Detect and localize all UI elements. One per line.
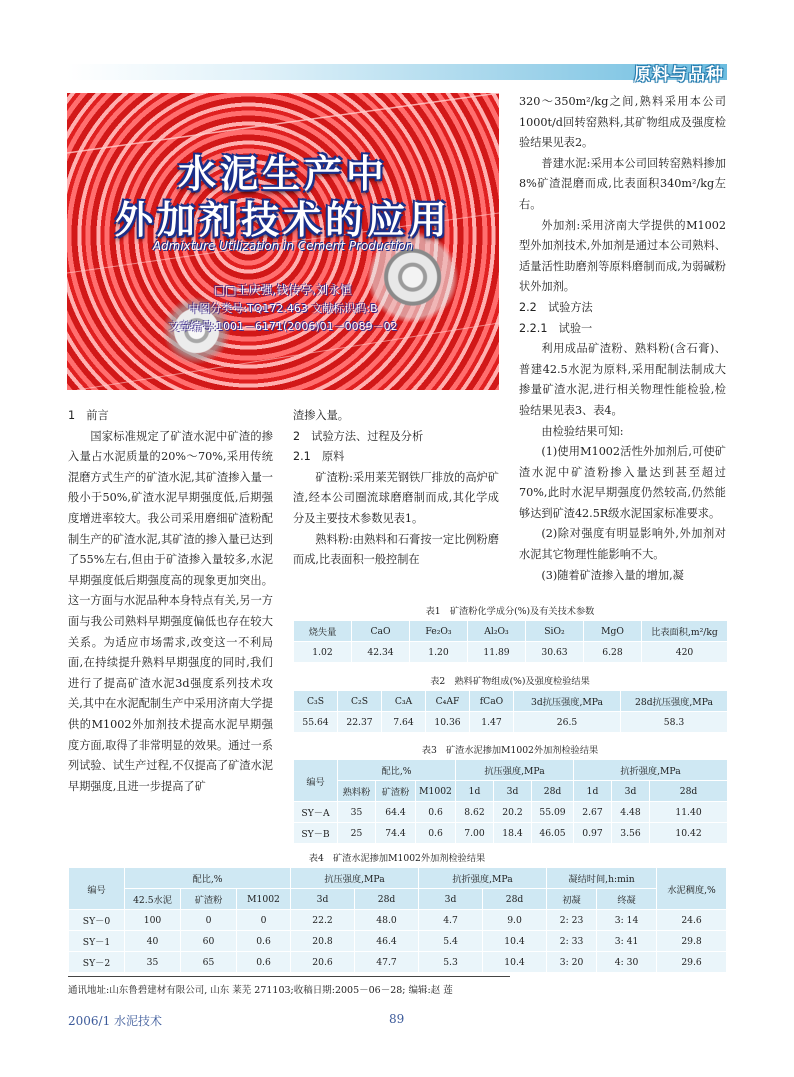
table-row — [69, 931, 727, 952]
table-cell: 1.20 — [410, 642, 468, 663]
table-header-cell: C₃S — [294, 691, 338, 712]
table-header-cell: Fe₂O₃ — [410, 621, 468, 642]
table-cell: 42.34 — [352, 642, 410, 663]
article-banner — [67, 93, 499, 390]
table-header-cell: 28d — [355, 889, 419, 910]
table-header-cell: MgO — [584, 621, 642, 642]
journal-footer: 2006/1 水泥技术 — [68, 1014, 163, 1028]
table-cell: 2: 33 — [547, 931, 597, 952]
header-bar — [67, 64, 727, 80]
article-title-line-1: 水泥生产中 — [177, 152, 388, 196]
table-header-cell: fCaO — [470, 691, 514, 712]
table-header-cell: 编号 — [69, 868, 125, 910]
paragraph-continuation-right: 320～350m²/kg之间,熟料采用本公司1000t/d回转窑熟料,其矿物组成及强度检验结果见表2。 — [519, 95, 726, 150]
table-header-cell: Al₂O₃ — [468, 621, 526, 642]
table-cell: SY－1 — [69, 931, 125, 952]
table-header-cell: 28d — [650, 781, 728, 802]
table-cell: 29.6 — [657, 952, 727, 973]
table-header-cell: 水泥稠度,% — [657, 868, 727, 910]
table-cell: 420 — [642, 642, 728, 663]
test-one-paragraph: 利用成品矿渣粉、熟料粉(含石膏)、普建42.5水泥为原料,采用配制法制成大掺量矿渣水泥,进行相关物理性能检验,检验结果见表3、表4。 — [519, 342, 726, 417]
table-header-row — [294, 760, 728, 781]
table-header-cell: C₄AF — [426, 691, 470, 712]
table-header-cell: C₂S — [338, 691, 382, 712]
article-number: 文章编号:1001－6171(2006)01－0089－02 — [168, 320, 398, 333]
table-header-cell: 终凝 — [597, 889, 657, 910]
table-cell: 48.0 — [355, 910, 419, 931]
table-header-cell: SiO₂ — [526, 621, 584, 642]
table-cell: 2.67 — [574, 802, 612, 823]
subsection-heading-test-method: 2.2 试验方法 — [519, 300, 593, 314]
table-cell: 40 — [125, 931, 181, 952]
table-header-cell: 比表面积,m²/kg — [642, 621, 728, 642]
table-cell: 47.7 — [355, 952, 419, 973]
table-cell: 20.2 — [494, 802, 532, 823]
table-cell: SY－B — [294, 823, 338, 844]
table-header-cell: 配比,% — [125, 868, 291, 889]
table-cell: 0.6 — [416, 802, 456, 823]
table-cell: 64.4 — [376, 802, 416, 823]
subsection-heading-test-one: 2.2.1 试验一 — [519, 321, 593, 335]
table-header-cell: 矿渣粉 — [376, 781, 416, 802]
table-cell: 10.4 — [483, 952, 547, 973]
table-cell: 1.47 — [470, 712, 514, 733]
section-heading-methods: 2 试验方法、过程及分析 — [293, 429, 424, 443]
table-cell: 25 — [338, 823, 376, 844]
table4-caption: 表4 矿渣水泥掺加M1002外加剂检验结果 — [308, 853, 486, 864]
table-cell: SY－A — [294, 802, 338, 823]
table-cell: 65 — [181, 952, 237, 973]
table-subheader-row — [294, 781, 728, 802]
table-cell: 4: 30 — [597, 952, 657, 973]
table-cell: 10.4 — [483, 931, 547, 952]
table-cell: 55.09 — [532, 802, 574, 823]
right-column — [519, 92, 726, 586]
results-intro: 由检验结果可知: — [541, 424, 624, 438]
middle-column — [293, 406, 499, 571]
table-row — [294, 712, 728, 733]
cement-paragraph: 普建水泥:采用本公司回转窑熟料掺加8%矿渣混磨而成,比表面积340m²/kg左右。 — [519, 156, 726, 211]
table-cell: 0.6 — [237, 952, 291, 973]
table-header-cell: 1d — [574, 781, 612, 802]
table-cell: 46.4 — [355, 931, 419, 952]
table-cell: 7.64 — [382, 712, 426, 733]
table-header-cell: 3d — [291, 889, 355, 910]
result-item-3: (3)随着矿渣掺入量的增加,凝 — [541, 568, 684, 582]
table-header-cell: M1002 — [237, 889, 291, 910]
table-cell: 0 — [181, 910, 237, 931]
table-header-cell: 配比,% — [338, 760, 456, 781]
table-cell: 0.97 — [574, 823, 612, 844]
table3-caption: 表3 矿渣水泥掺加M1002外加剂检验结果 — [421, 745, 599, 756]
table-cell: 24.6 — [657, 910, 727, 931]
table2-caption: 表2 熟料矿物组成(%)及强度检验结果 — [430, 676, 590, 687]
table-header-cell: 抗压强度,MPa — [291, 868, 419, 889]
table-cell: 3: 20 — [547, 952, 597, 973]
table-header-cell: 3d抗压强度,MPa — [514, 691, 621, 712]
table-header-row — [69, 868, 727, 889]
table-header-cell: 抗折强度,MPa — [419, 868, 547, 889]
intro-paragraph: 国家标准规定了矿渣水泥中矿渣的掺入量占水泥质量的20%～70%,采用传统混磨方式生产的矿渣水泥,其矿渣掺入量一般小于50%,矿渣水泥早期强度低,后期强度增进率较大。我公司采用磨细矿渣粉配制生产的矿渣水泥,其矿渣的掺入量已达到了55%左右,但由于矿渣掺入量较多,水泥早期强度低后期强度高的现象更加突出。这一方面与水泥品种本身特点有关,另一方面与我公司熟料早期强度偏低也存在较大关系。为适应市场需求,改变这一不利局面,在持续提升熟料早期强度的同时,我们进行了提高矿渣水泥3d强度系列技术攻关,其中在水泥配制生产中采用济南大学提供的M1002外加剂技术提高水泥早期强度方面,取得了非常明显的效果。通过一系列试验、试生产过程,不仅提高了矿渣水泥早期强度,且进一步提高了矿 — [68, 429, 273, 793]
table-cell: 5.3 — [419, 952, 483, 973]
table-subheader-row — [69, 889, 727, 910]
table-cell: 5.4 — [419, 931, 483, 952]
table-cell: 20.6 — [291, 952, 355, 973]
table-row — [294, 823, 728, 844]
table1-caption: 表1 矿渣粉化学成分(%)及有关技术参数 — [425, 606, 595, 617]
table-row — [69, 952, 727, 973]
admixture-paragraph: 外加剂:采用济南大学提供的M1002型外加剂技术,外加剂是通过本公司熟料、适量活性助磨剂等原料磨制而成,为弱碱粉状外加剂。 — [519, 218, 726, 294]
table-cell: 4.7 — [419, 910, 483, 931]
footnote: 通讯地址:山东鲁碧建材有限公司, 山东 莱芜 271103;收稿日期:2005－06－28; 编辑:赵 莲 — [68, 985, 453, 996]
table-cell: 20.8 — [291, 931, 355, 952]
article-subtitle-en: Admixture Utilization in Cement Production — [152, 239, 414, 253]
table-cell: 58.3 — [621, 712, 728, 733]
table-header-cell: 抗折强度,MPa — [574, 760, 728, 781]
table2 — [293, 690, 728, 733]
table-header-cell: 3d — [494, 781, 532, 802]
table-cell: 10.42 — [650, 823, 728, 844]
page-number: 89 — [389, 1012, 405, 1026]
table-header-cell: 编号 — [294, 760, 338, 802]
clinker-paragraph: 熟料粉:由熟料和石膏按一定比例粉磨而成,比表面积一般控制在 — [293, 532, 499, 567]
table-cell: 35 — [338, 802, 376, 823]
table-header-cell: 3d — [419, 889, 483, 910]
table-header-cell: C₃A — [382, 691, 426, 712]
table-header-cell: CaO — [352, 621, 410, 642]
table-cell: 18.4 — [494, 823, 532, 844]
table-header-cell: 42.5水泥 — [125, 889, 181, 910]
table-cell: 8.62 — [456, 802, 494, 823]
table-header-row — [294, 621, 728, 642]
table-cell: 3: 14 — [597, 910, 657, 931]
table-cell: 11.89 — [468, 642, 526, 663]
table-header-cell: 矿渣粉 — [181, 889, 237, 910]
table-cell: 55.64 — [294, 712, 338, 733]
table-cell: SY－2 — [69, 952, 125, 973]
left-column — [68, 406, 273, 797]
table4 — [68, 867, 727, 973]
table-cell: 30.63 — [526, 642, 584, 663]
table-header-cell: 初凝 — [547, 889, 597, 910]
table-cell: 22.37 — [338, 712, 382, 733]
table-header-cell: 28d — [532, 781, 574, 802]
section-title: 原料与品种 — [634, 65, 724, 85]
table-cell: 29.8 — [657, 931, 727, 952]
table-cell: 11.40 — [650, 802, 728, 823]
classification-code: 中图分类号:TQ172.463 文献标识码:B — [188, 302, 378, 315]
paragraph-continuation: 渣掺入量。 — [293, 409, 349, 422]
table-cell: 100 — [125, 910, 181, 931]
slag-paragraph: 矿渣粉:采用莱芜钢铁厂排放的高炉矿渣,经本公司圈流球磨磨制而成,其化学成分及主要技术参数见表1。 — [293, 470, 499, 525]
table-cell: SY－0 — [69, 910, 125, 931]
table1 — [293, 620, 728, 663]
table-header-cell: 熟料粉 — [338, 781, 376, 802]
table-cell: 3.56 — [612, 823, 650, 844]
table-cell: 22.2 — [291, 910, 355, 931]
table-cell: 35 — [125, 952, 181, 973]
table-header-cell: 28d — [483, 889, 547, 910]
subsection-heading-materials: 2.1 原料 — [293, 450, 345, 464]
table-cell: 0 — [237, 910, 291, 931]
table-cell: 74.4 — [376, 823, 416, 844]
table-cell: 7.00 — [456, 823, 494, 844]
table-cell: 46.05 — [532, 823, 574, 844]
table-cell: 4.48 — [612, 802, 650, 823]
table-header-cell: 1d — [456, 781, 494, 802]
table-cell: 10.36 — [426, 712, 470, 733]
article-authors: □□王庆强,钱传亭,刘永恒 — [213, 283, 353, 297]
table-cell: 3: 41 — [597, 931, 657, 952]
section-heading-intro: 1 前言 — [68, 409, 109, 422]
table-row — [294, 642, 728, 663]
table-header-row — [294, 691, 728, 712]
table-cell: 6.28 — [584, 642, 642, 663]
table-header-cell: 抗压强度,MPa — [456, 760, 574, 781]
result-item-1: (1)使用M1002活性外加剂后,可使矿渣水泥中矿渣粉掺入量达到甚至超过70%,此时水泥早期强度仍然较高,仍然能够达到矿渣42.5R级水泥国家标准要求。 — [519, 445, 726, 520]
table-cell: 0.6 — [416, 823, 456, 844]
table-cell: 9.0 — [483, 910, 547, 931]
footnote-divider — [68, 976, 510, 977]
table-cell: 26.5 — [514, 712, 621, 733]
table-cell: 2: 23 — [547, 910, 597, 931]
table-cell: 0.6 — [237, 931, 291, 952]
table-header-cell: 烧失量 — [294, 621, 352, 642]
table-header-cell: M1002 — [416, 781, 456, 802]
table-cell: 1.02 — [294, 642, 352, 663]
article-title-line-2: 外加剂技术的应用 — [114, 198, 451, 242]
table-header-cell: 28d抗压强度,MPa — [621, 691, 728, 712]
table-row — [69, 910, 727, 931]
result-item-2: (2)除对强度有明显影响外,外加剂对水泥其它物理性能影响不大。 — [519, 527, 726, 562]
table-header-cell: 3d — [612, 781, 650, 802]
table3 — [293, 759, 728, 844]
table-header-cell: 凝结时间,h:min — [547, 868, 657, 889]
table-cell: 60 — [181, 931, 237, 952]
table-row — [294, 802, 728, 823]
